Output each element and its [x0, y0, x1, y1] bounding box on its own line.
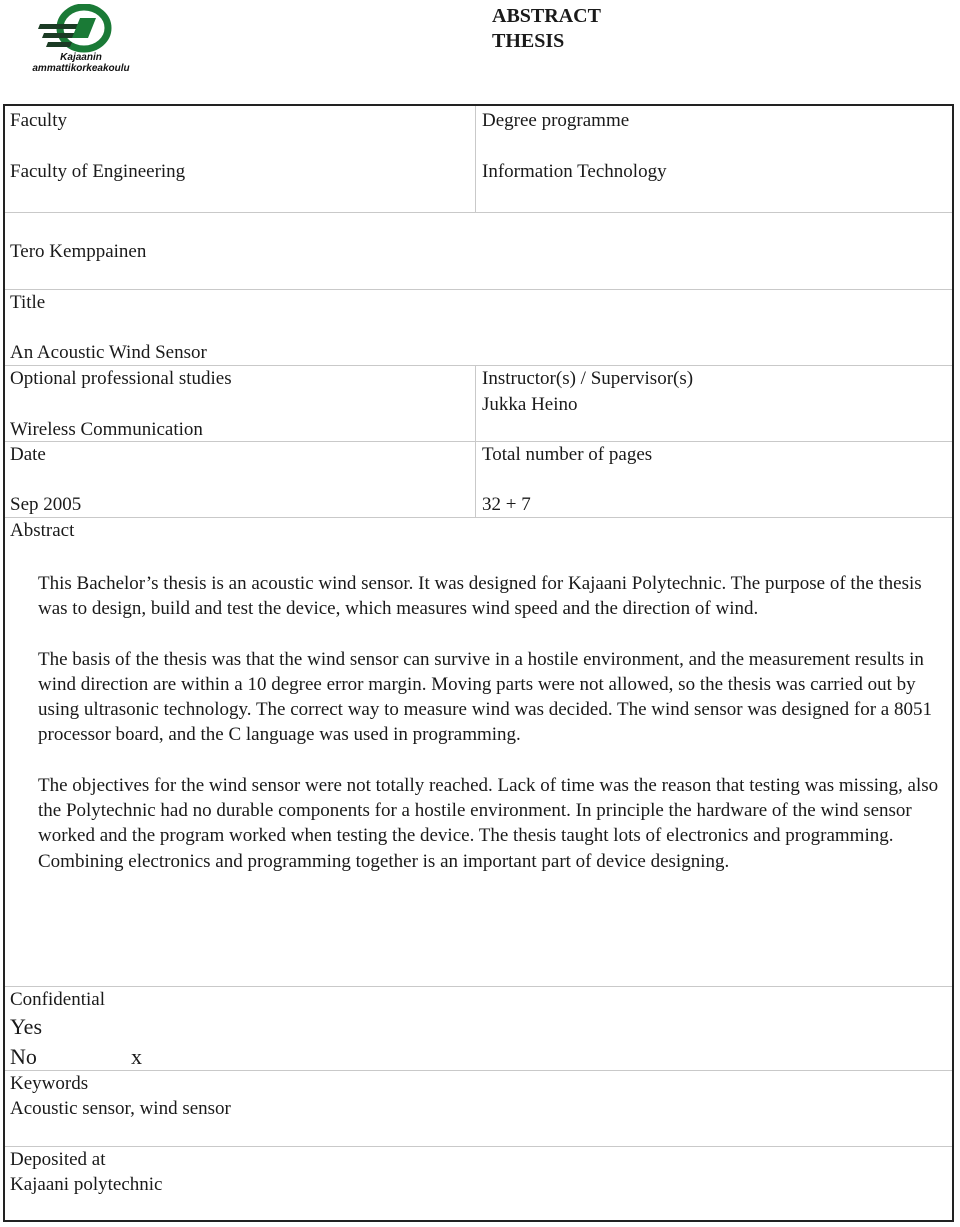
abstract-label: Abstract — [10, 520, 75, 541]
logo-text-line1: Kajaanin — [60, 52, 102, 63]
instructor-value: Jukka Heino — [482, 394, 578, 415]
degree-programme-label: Degree programme — [482, 110, 630, 131]
confidential-no-label: No — [10, 1044, 37, 1069]
logo-text-line2: ammattikorkeakoulu — [32, 63, 130, 74]
faculty-value: Faculty of Engineering — [10, 161, 186, 182]
title-value: An Acoustic Wind Sensor — [10, 342, 207, 363]
institution-logo — [16, 4, 136, 82]
date-value: Sep 2005 — [10, 494, 82, 515]
deposited-value: Kajaani polytechnic — [10, 1174, 163, 1195]
instructor-label: Instructor(s) / Supervisor(s) — [482, 368, 694, 389]
row-divider — [5, 1070, 952, 1071]
total-pages-value: 32 + 7 — [482, 494, 531, 515]
abstract-paragraph: This Bachelor’s thesis is an acoustic wind sensor. It was designed for Kajaani Polytechnic. The purpose of the thesis was to design, build and test the device, which measures wind speed and the direction of wind. — [38, 573, 922, 620]
date-label: Date — [10, 444, 46, 465]
logo-emblem-icon — [38, 4, 124, 54]
deposited-label: Deposited at — [10, 1149, 106, 1170]
row-divider — [5, 1146, 952, 1147]
total-pages-label: Total number of pages — [482, 444, 653, 465]
title-label: Title — [10, 292, 46, 313]
document-type-line2: THESIS — [492, 30, 565, 52]
row-divider — [5, 517, 952, 518]
row-divider — [5, 986, 952, 987]
column-divider — [475, 106, 476, 212]
document-type — [492, 4, 601, 54]
optional-studies-label: Optional professional studies — [10, 368, 232, 389]
confidential-label: Confidential — [10, 989, 105, 1010]
keywords-value: Acoustic sensor, wind sensor — [10, 1098, 231, 1119]
document-type-line1: ABSTRACT — [492, 5, 601, 27]
logo-text — [16, 52, 146, 74]
faculty-label: Faculty — [10, 110, 67, 131]
optional-studies-value: Wireless Communication — [10, 419, 203, 440]
degree-programme-value: Information Technology — [482, 161, 667, 182]
confidential-yes-label: Yes — [10, 1014, 43, 1039]
confidential-no-mark: x — [131, 1044, 142, 1069]
abstract-form — [3, 104, 954, 1222]
abstract-paragraph: The basis of the thesis was that the wind sensor can survive in a hostile environment, and the measurement results in wind direction are within a 10 degree error margin. Moving parts were not allowed, so the thesis was carried out by using ultrasonic technology. The correct way to measure wind was decided. The wind sensor was designed for a 8051 processor board, and the C language was used in programming. — [38, 648, 932, 746]
author-name: Tero Kemppainen — [10, 241, 147, 262]
abstract-body — [38, 571, 950, 899]
keywords-label: Keywords — [10, 1073, 89, 1094]
abstract-paragraph: The objectives for the wind sensor were not totally reached. Lack of time was the reason that testing was missing, also the Polytechnic had no durable components for a hostile environment. In principle the hardware of the wind sensor worked and the program worked when testing the device. The thesis taught lots of electronics and programming. Combining electronics and programming together is an important part of device designing. — [38, 774, 939, 872]
row-divider — [5, 289, 952, 290]
column-divider — [475, 365, 476, 517]
row-divider — [5, 212, 952, 213]
